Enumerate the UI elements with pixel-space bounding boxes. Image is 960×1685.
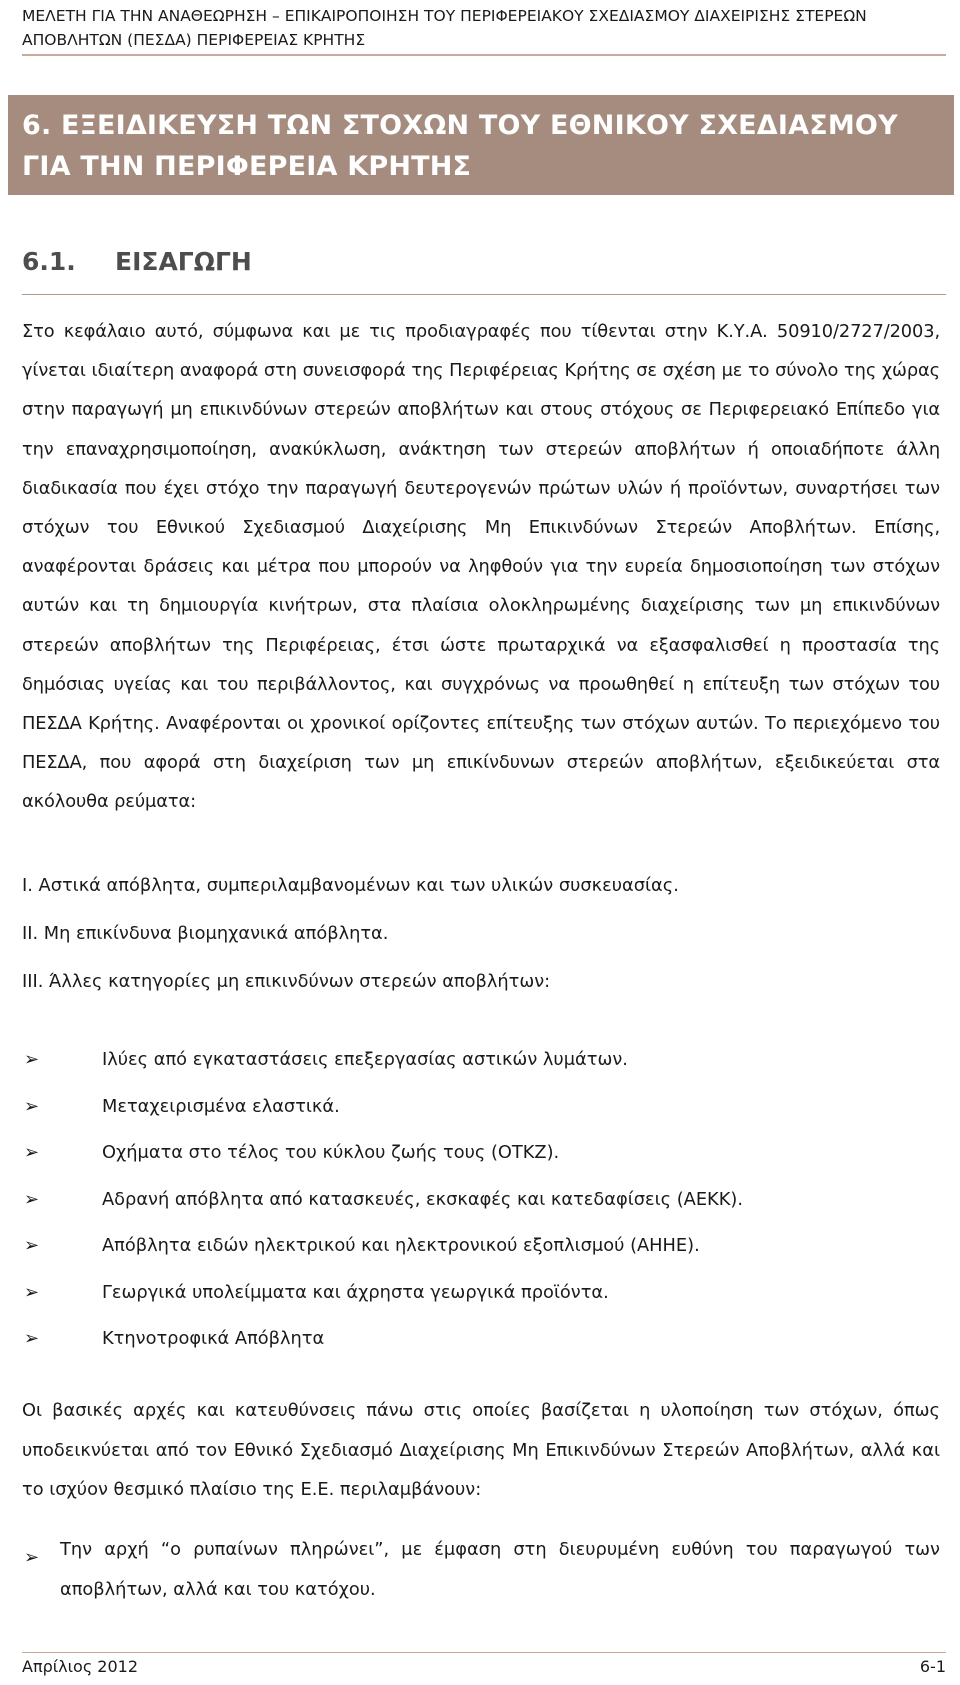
list-item-text: Απόβλητα ειδών ηλεκτρικού και ηλεκτρονικού εξοπλισμού (ΑΗΗΕ).	[102, 1235, 700, 1256]
arrow-bullet-icon: ➢	[24, 1095, 40, 1117]
list-item	[22, 1188, 942, 1235]
arrow-bullet-icon: ➢	[24, 1328, 40, 1349]
list-item-text: Κτηνοτροφικά Απόβλητα	[102, 1328, 325, 1349]
running-header: ΜΕΛΕΤΗ ΓΙΑ ΤΗΝ ΑΝΑΘΕΩΡΗΣΗ – ΕΠΙΚΑΙΡΟΠΟΙΗΣΗ ΤΟΥ ΠΕΡΙΦΕΡΕΙΑΚΟΥ ΣΧΕΔΙΑΣΜΟΥ ΔΙΑΧΕΙΡΙΣΗΣ ΣΤΕΡΕΩΝ ΑΠΟΒΛΗΤΩΝ (ΠΕΣΔΑ) ΠΕΡΙΦΕΡΕΙΑΣ ΚΡΗΤΗΣ	[22, 4, 946, 56]
principles-list	[22, 1530, 940, 1609]
page-footer	[22, 1652, 946, 1683]
section-title: ΕΙΣΑΓΩΓΗ	[115, 247, 252, 276]
stream-item-industrial: ΙΙ. Μη επικίνδυνα βιομηχανικά απόβλητα.	[22, 923, 389, 944]
list-item	[22, 1095, 942, 1142]
list-item-text: Ιλύες από εγκαταστάσεις επεξεργασίας αστικών λυμάτων.	[102, 1049, 628, 1070]
list-item-text: Μεταχειρισμένα ελαστικά.	[102, 1095, 340, 1117]
arrow-bullet-icon: ➢	[24, 1281, 40, 1303]
list-item	[22, 1141, 942, 1188]
arrow-bullet-icon: ➢	[24, 1188, 40, 1210]
list-item	[22, 1281, 942, 1328]
list-item-text: Αδρανή απόβλητα από κατασκευές, εκσκαφές και κατεδαφίσεις (ΑΕΚΚ).	[102, 1188, 743, 1210]
arrow-bullet-icon: ➢	[24, 1547, 40, 1568]
chapter-title: 6. ΕΞΕΙΔΙΚΕΥΣΗ ΤΩΝ ΣΤΟΧΩΝ ΤΟΥ ΕΘΝΙΚΟΥ ΣΧΕΔΙΑΣΜΟΥ ΓΙΑ ΤΗΝ ΠΕΡΙΦΕΡΕΙΑ ΚΡΗΤΗΣ	[22, 110, 898, 182]
list-item	[22, 1327, 942, 1374]
section-divider	[22, 294, 946, 295]
list-item-text: Γεωργικά υπολείμματα και άχρηστα γεωργικά προϊόντα.	[102, 1281, 609, 1303]
arrow-bullet-icon: ➢	[24, 1142, 40, 1163]
section-heading	[22, 247, 946, 276]
list-item-text: Οχήματα στο τέλος του κύκλου ζωής τους (ΟΤΚΖ).	[102, 1142, 560, 1163]
stream-item-urban: Ι. Αστικά απόβλητα, συμπεριλαμβανομένων και των υλικών συσκευασίας.	[22, 875, 679, 896]
stream-item-other: ΙΙΙ. Άλλες κατηγορίες μη επικινδύνων στερεών αποβλήτων:	[22, 971, 551, 992]
list-item	[22, 1048, 942, 1095]
list-item	[22, 1530, 940, 1609]
list-item-text: Την αρχή “ο ρυπαίνων πληρώνει”, με έμφαση στη διευρυμένη ευθύνη του παραγωγού των αποβλήτων, αλλά και του κατόχου.	[60, 1539, 940, 1600]
chapter-banner	[8, 95, 954, 195]
section-number: 6.1.	[22, 247, 76, 276]
intro-paragraph: Στο κεφάλαιο αυτό, σύμφωνα και με τις προδιαγραφές που τίθενται στην Κ.Υ.Α. 50910/2727/2003, γίνεται ιδιαίτερη αναφορά στη συνεισφορά της Περιφέρειας Κρήτης σε σχέση με το σύνολο της χώρας στην παραγωγή μη επικινδύνων στερεών αποβλήτων και στους στόχους σε Περιφερειακό Επίπεδο για την επαναχρησιμοποίηση, ανακύκλωση, ανάκτηση των στερεών αποβλήτων ή οποιαδήποτε άλλη διαδικασία που έχει στόχο την παραγωγή δευτερογενών πρώτων υλών ή προϊόντων, συναρτήσει των στόχων του Εθνικού Σχεδιασμού Διαχείρισης Μη Επικινδύνων Στερεών Αποβλήτων. Επίσης, αναφέρονται δράσεις και μέτρα που μπορούν να ληφθούν για την ευρεία δημοσιοποίηση των στόχων αυτών και τη δημιουργία κινήτρων, στα πλαίσια ολοκληρωμένης διαχείρισης των μη επικινδύνων στερεών αποβλήτων της Περιφέρειας, έτσι ώστε πρωταρχικά να εξασφαλισθεί η προστασία της δημόσιας υγείας και του περιβάλλοντος, και συγχρόνως να προωθηθεί η επίτευξη των στόχων του ΠΕΣΔΑ Κρήτης. Αναφέρονται οι χρονικοί ορίζοντες επίτευξης των στόχων αυτών. Το περιεχόμενο του ΠΕΣΔΑ, που αφορά στη διαχείριση των μη επικίνδυνων στερεών αποβλήτων, εξειδικεύεται στα ακόλουθα ρεύματα:	[22, 321, 940, 813]
principles-paragraph: Οι βασικές αρχές και κατευθύνσεις πάνω στις οποίες βασίζεται η υλοποίηση των στόχων, όπως υποδεικνύεται από τον Εθνικό Σχεδιασμό Διαχείρισης Μη Επικινδύνων Στερεών Αποβλήτων, αλλά και το ισχύον θεσμικό πλαίσιο της Ε.Ε. περιλαμβάνουν:	[22, 1400, 940, 1501]
arrow-bullet-icon: ➢	[24, 1235, 40, 1256]
arrow-bullet-icon: ➢	[24, 1049, 40, 1070]
page-number: 6-1	[919, 1657, 946, 1676]
footer-date: Απρίλιος 2012	[22, 1657, 139, 1676]
other-categories-list	[22, 1048, 942, 1374]
list-item	[22, 1234, 942, 1281]
